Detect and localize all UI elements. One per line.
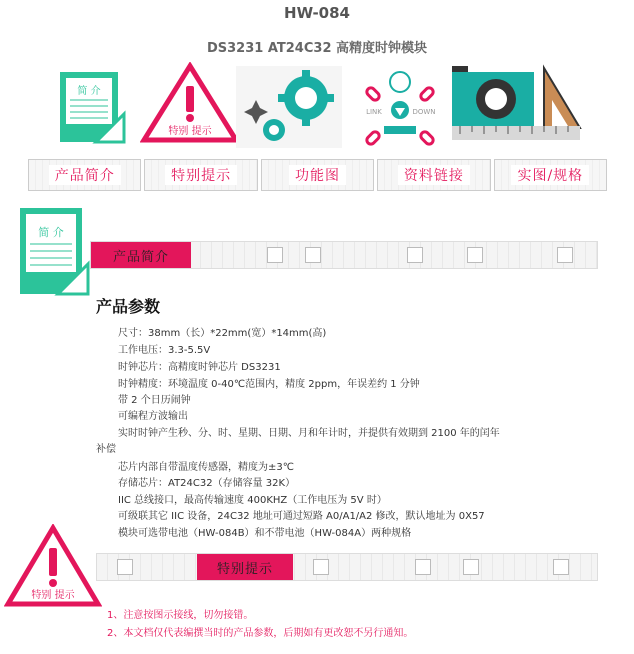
notice-icon-label: 特别 提示 <box>31 590 75 601</box>
bar-square <box>415 559 431 575</box>
section-nav <box>28 159 610 191</box>
intro-doc-label: 简 介 <box>38 226 64 239</box>
spec-line: 时钟芯片：高精度时钟芯片 DS3231 <box>118 362 281 373</box>
params-heading: 产品参数 <box>96 297 161 316</box>
spec-line: IIC 总线接口，最高传输速度 400KHZ（工作电压为 5V 时） <box>118 495 387 506</box>
nav-photos-specs[interactable] <box>494 159 607 191</box>
spec-line: 芯片内部自带温度传感器，精度为±3℃ <box>118 462 294 473</box>
nav-label: 资料链接 <box>398 165 470 185</box>
nav-label: 产品简介 <box>49 165 121 185</box>
intro-section-tag: 产品简介 <box>91 242 191 268</box>
gear-usb-icon <box>234 64 344 150</box>
spec-line: 时钟精度：环境温度 0-40℃范围内，精度 2ppm，年误差约 1 分钟 <box>118 379 420 390</box>
warn-icon-label: 特别 提示 <box>168 126 212 137</box>
notice-warning-icon <box>4 524 102 608</box>
bar-square <box>463 559 479 575</box>
icon-row <box>0 62 634 152</box>
spec-line: 存储芯片：AT24C32（存储容量 32K） <box>118 478 296 489</box>
spec-line: 可编程方波输出 <box>118 411 188 422</box>
bar-square <box>407 247 423 263</box>
bar-square <box>305 247 321 263</box>
product-subtitle: DS3231 AT24C32 高精度时钟模块 <box>206 41 428 56</box>
doc-icon-label: 简 介 <box>77 86 101 97</box>
nav-product-intro[interactable] <box>28 159 141 191</box>
nav-special-notice[interactable] <box>144 159 257 191</box>
bar-square <box>467 247 483 263</box>
nav-label: 特别提示 <box>165 165 237 185</box>
warning-icon <box>140 62 240 144</box>
bar-square <box>557 247 573 263</box>
notice-section-bar <box>96 553 598 581</box>
nav-label: 功能图 <box>289 165 346 185</box>
bar-square <box>117 559 133 575</box>
notice-line: 2、本文档仅代表编撰当时的产品参数，后期如有更改恕不另行通知。 <box>107 628 414 639</box>
intro-document-icon <box>18 206 90 298</box>
spec-line: 实时时钟产生秒、分、时、星期、日期、月和年计时，并提供有效期到 2100 年的闰年 <box>118 428 500 439</box>
down-word: DOWN <box>412 108 436 116</box>
link-word: LINK <box>366 108 382 116</box>
nav-label: 实图/规格 <box>511 165 589 185</box>
spec-line: 带 2 个日历闹钟 <box>118 395 191 406</box>
link-download-icon <box>360 68 440 148</box>
nav-resource-links[interactable] <box>377 159 490 191</box>
model-title: HW-084 <box>284 4 350 22</box>
spec-line: 模块可选带电池（HW-084B）和不带电池（HW-084A）两种规格 <box>118 528 412 539</box>
notice-section-tag: 特别提示 <box>197 554 293 580</box>
spec-line: 工作电压：3.3-5.5V <box>118 345 211 356</box>
bar-square <box>553 559 569 575</box>
spec-line: 尺寸：38mm（长）*22mm(宽）*14mm(高) <box>118 328 327 339</box>
bar-square <box>267 247 283 263</box>
camera-ruler-icon <box>452 64 584 144</box>
notice-line: 1、注意按图示接线，切勿接错。 <box>107 610 254 621</box>
bar-square <box>313 559 329 575</box>
intro-section-bar <box>90 241 598 269</box>
nav-function-diagram[interactable] <box>261 159 374 191</box>
spec-line: 可级联其它 IIC 设备，24C32 地址可通过短路 A0/A1/A2 修改，默认地址为 0X57 <box>118 511 485 522</box>
document-icon <box>58 70 126 146</box>
spec-line-continuation: 补偿 <box>96 444 116 455</box>
